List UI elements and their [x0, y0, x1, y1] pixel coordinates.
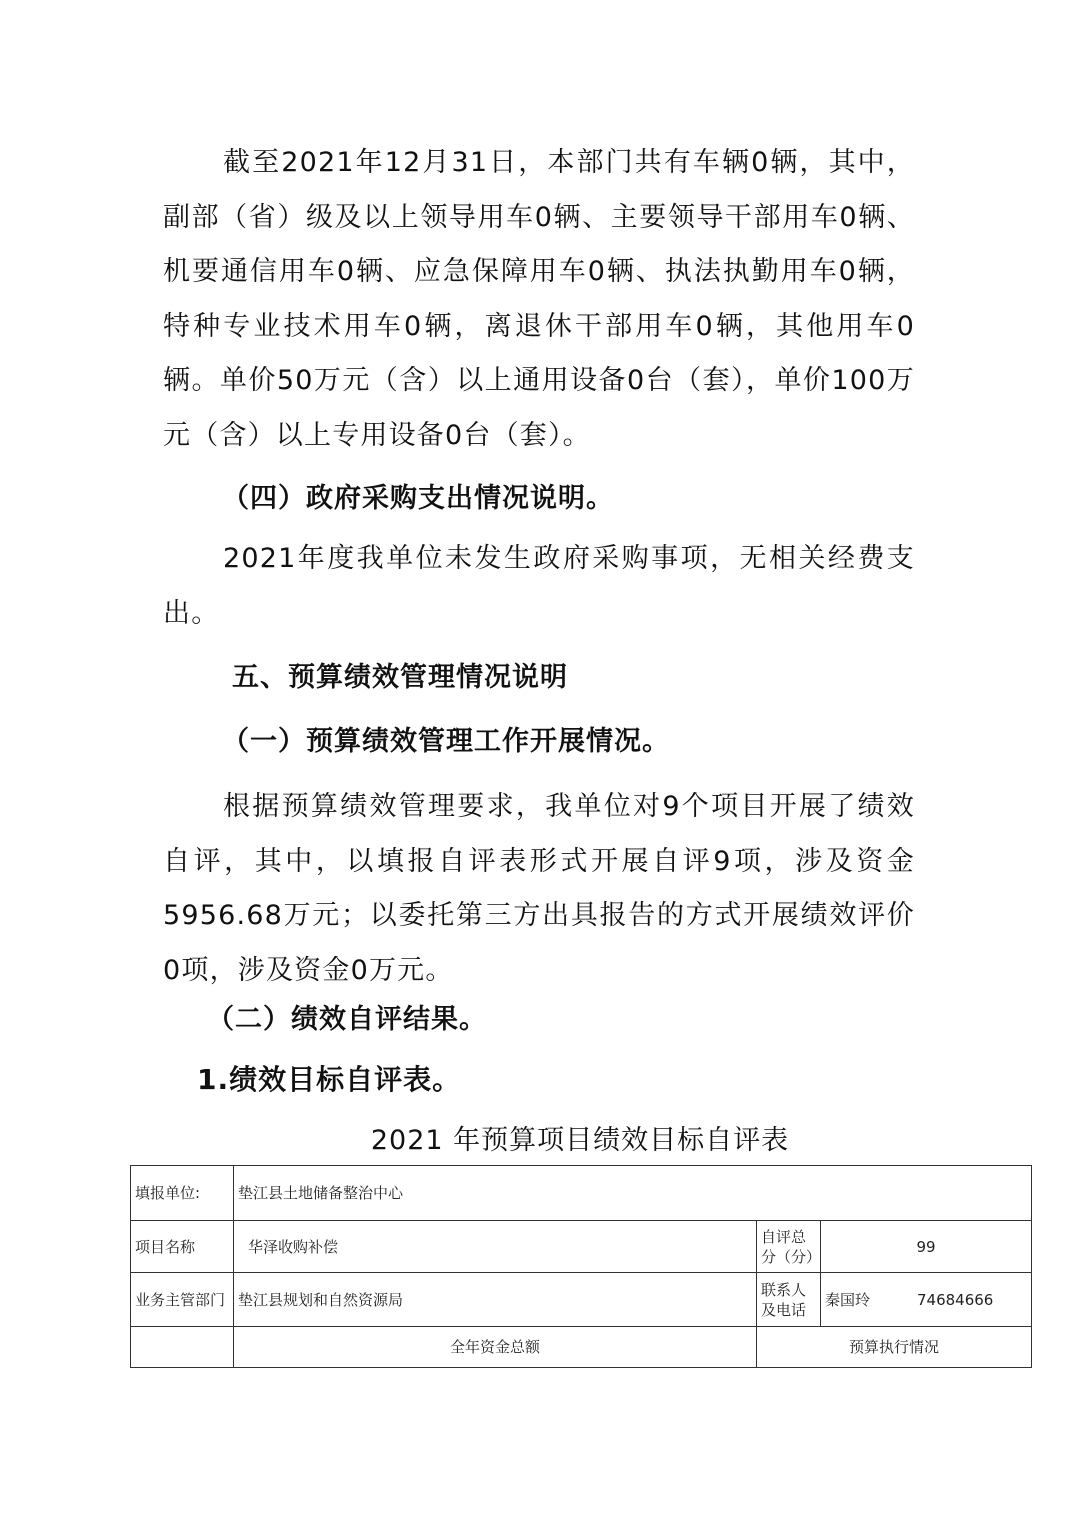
project-label: 项目名称 [131, 1221, 234, 1273]
contact-name: 秦国玲 [825, 1290, 871, 1309]
section-five-heading: 五、预算绩效管理情况说明 [232, 662, 568, 693]
table-row [131, 1221, 1032, 1273]
unit-value: 垫江县土地储备整治中心 [234, 1166, 1032, 1221]
dept-label: 业务主管部门 [131, 1273, 234, 1327]
score-value: 99 [821, 1221, 1032, 1273]
self-evaluation-heading: （二）绩效自评结果。 [207, 1004, 487, 1035]
performance-work-heading: （一）预算绩效管理工作开展情况。 [222, 726, 670, 757]
dept-value: 垫江县规划和自然资源局 [234, 1273, 757, 1327]
performance-paragraph: 根据预算绩效管理要求，我单位对9个项目开展了绩效自评，其中，以填报自评表形式开展自评9项，涉及资金5956.68万元；以委托第三方出具报告的方式开展绩效评价0项，涉及资金0万元。 [163, 791, 915, 986]
table-row [131, 1166, 1032, 1221]
contact-label: 联系人及电话 [757, 1273, 821, 1327]
contact-phone: 74684666 [917, 1290, 994, 1309]
contact-cell [821, 1273, 1032, 1327]
table-title: 2021 年预算项目绩效目标自评表 [370, 1125, 790, 1156]
funds-header: 全年资金总额 [234, 1327, 757, 1368]
empty-cell [131, 1327, 234, 1368]
procurement-heading: （四）政府采购支出情况说明。 [222, 483, 614, 514]
evaluation-table [130, 1165, 1032, 1368]
procurement-paragraph: 2021年度我单位未发生政府采购事项，无相关经费支出。 [163, 543, 915, 629]
unit-label: 填报单位: [131, 1166, 234, 1221]
score-label: 自评总分（分） [757, 1221, 821, 1273]
table-row [131, 1273, 1032, 1327]
table-intro-heading: 1.绩效目标自评表。 [197, 1063, 462, 1096]
table-row [131, 1327, 1032, 1368]
project-value: 华泽收购补偿 [234, 1221, 757, 1273]
vehicle-paragraph: 截至2021年12月31日，本部门共有车辆0辆，其中，副部（省）级及以上领导用车0辆、主要领导干部用车0辆、机要通信用车0辆、应急保障用车0辆、执法执勤用车0辆，特种专业技术用车0辆，离退休干部用车0辆，其他用车0辆。单价50万元（含）以上通用设备0台（套），单价100万元（含）以上专用设备0台（套）。 [163, 147, 915, 451]
execution-header: 预算执行情况 [757, 1327, 1032, 1368]
